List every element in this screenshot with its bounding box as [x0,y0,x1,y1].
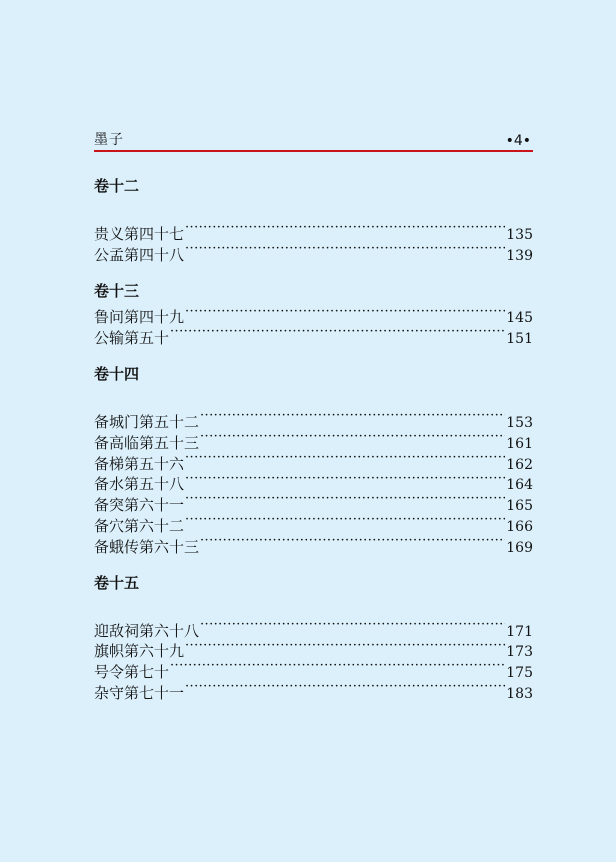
entry-name: 公输第五十 [94,329,170,348]
leader-dots [200,406,505,427]
toc-section [94,176,533,264]
entry-name: 鲁问第四十九 [94,308,185,327]
entry-name: 备水第五十八 [94,475,185,494]
entry-page: 169 [506,539,533,556]
running-header [94,130,533,152]
book-title: 墨子 [94,132,124,148]
toc-entry[interactable] [94,302,533,327]
leader-dots [200,531,505,552]
page-number: •4• [505,133,531,149]
entry-page: 166 [506,518,533,535]
entry-name: 备高临第五十三 [94,433,200,452]
section-title: 卷十五 [94,573,140,592]
toc-entry[interactable] [94,615,533,640]
leader-dots [200,615,505,636]
entry-page: 161 [506,435,533,452]
entry-name: 公孟第四十八 [94,245,185,264]
leader-dots [185,239,505,260]
leader-dots [185,489,505,510]
entry-name: 备突第六十一 [94,496,185,515]
entry-page: 165 [506,498,533,515]
entry-name: 备城门第五十二 [94,412,200,431]
toc-page [94,130,533,702]
leader-dots [185,448,505,469]
leader-dots [185,510,505,531]
toc-section [94,364,533,556]
toc-entry[interactable] [94,218,533,243]
entry-page: 145 [506,310,533,327]
section-title: 卷十三 [94,281,140,300]
entry-name: 旗帜第六十九 [94,642,185,661]
entry-page: 162 [506,456,533,473]
leader-dots [185,469,505,490]
entry-name: 号令第七十 [94,663,170,682]
entry-name: 杂守第七十一 [94,683,185,702]
entry-name: 贵义第四十七 [94,224,185,243]
toc-entry[interactable] [94,406,533,431]
leader-dots [185,302,505,323]
entry-page: 135 [506,226,533,243]
entry-page: 171 [506,623,533,640]
leader-dots [170,322,505,343]
leader-dots [185,677,505,698]
entry-name: 备蛾传第六十三 [94,537,200,556]
toc-section [94,281,533,348]
entry-page: 153 [506,414,533,431]
section-title: 卷十四 [94,365,140,384]
entry-name: 备穴第六十二 [94,516,185,535]
entry-page: 175 [506,665,533,682]
section-title: 卷十二 [94,177,140,195]
leader-dots [170,656,505,677]
entry-page: 139 [506,247,533,264]
entry-page: 183 [506,685,533,702]
entry-page: 151 [506,331,533,348]
toc-section [94,573,533,702]
leader-dots [200,427,505,448]
entry-page: 173 [506,644,533,661]
entry-name: 备梯第五十六 [94,454,185,473]
entry-page: 164 [506,477,533,494]
leader-dots [185,636,505,657]
leader-dots [185,218,505,239]
entry-name: 迎敌祠第六十八 [94,621,200,640]
